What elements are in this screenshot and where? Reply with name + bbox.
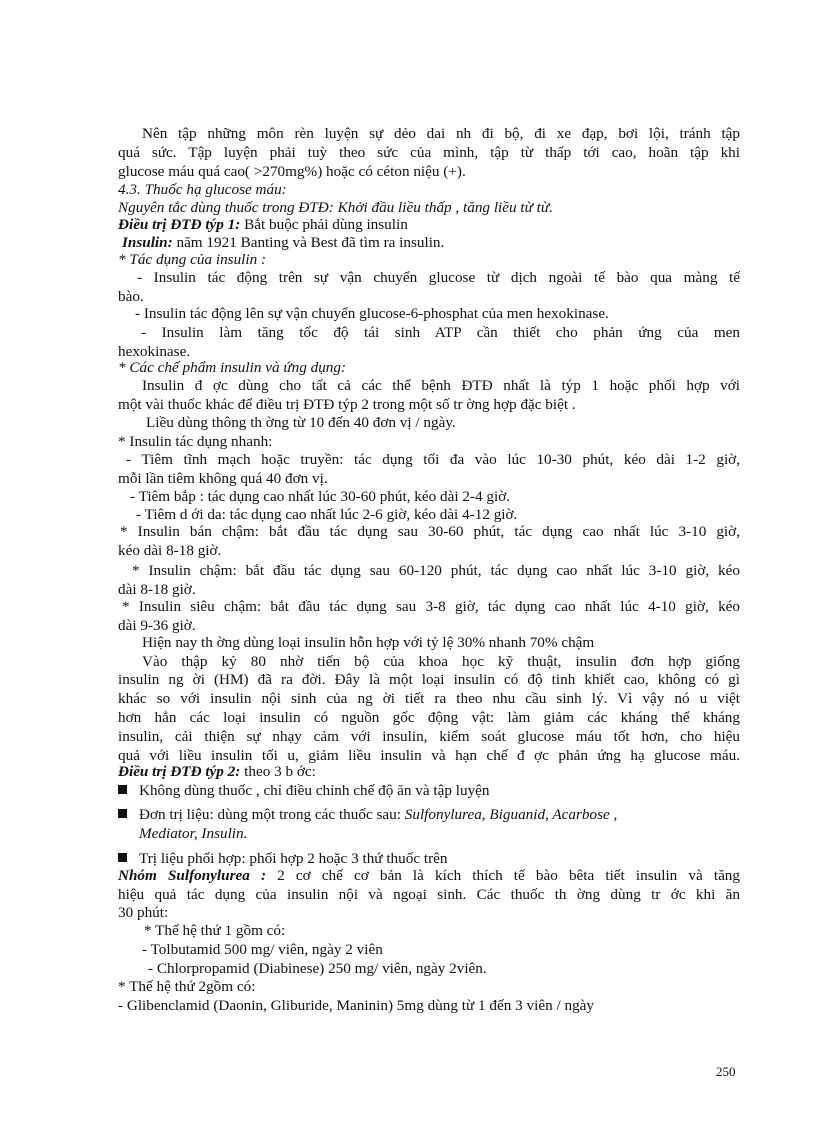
iv-injection-line-2: mỗi lần tiêm không quá 40 đơn vị. (118, 470, 328, 487)
mixed-insulin-line: Hiện nay th ờng dùng loại insulin hỗn hợp với tỷ lệ 30% nhanh 70% chậm (142, 634, 595, 651)
step-1-text: Không dùng thuốc , chỉ điều chỉnh chế độ ăn và tập luyện (139, 782, 490, 799)
type1-treatment-line (118, 215, 740, 234)
effect-3-line-2: hexokinase. (118, 343, 191, 360)
page-number: 250 (716, 1064, 736, 1079)
hm-insulin-line-1: Vào thập kỷ 80 nhờ tiến bộ của khoa học kỹ thuật, insulin đơn hợp giống (142, 653, 740, 670)
slow-insulin-line-2: dài 8-18 giờ. (118, 581, 196, 598)
square-bullet-icon (118, 853, 127, 862)
products-line-2: một vài thuốc khác để điều trị ĐTĐ týp 2 trong một số tr ờng hợp đặc biệt . (118, 396, 576, 413)
insulin-history-text: năm 1921 Banting và Best đã tìm ra insulin. (172, 234, 445, 251)
step-2-line (118, 805, 740, 824)
hm-insulin-line-6: quả với liều insulin tối u, giảm liều insulin và hạn chế đ ợc phản ứng hạ glucose máu. (118, 747, 740, 764)
hm-insulin-line-5: insulin, cải thiện sự nhạy cảm với insulin, kiểm soát glucose máu tốt hơn, cho hiệu (118, 728, 740, 745)
generation-2-heading: * Thế hệ thứ 2gồm có: (118, 978, 256, 995)
step-2-continued: Mediator, Insulin. (139, 825, 248, 842)
tolbutamid-line: - Tolbutamid 500 mg/ viên, ngày 2 viên (142, 941, 383, 958)
hm-insulin-line-4: hơn hẳn các loại insulin có nguồn gốc động vật: làm giảm các kháng thể kháng (118, 709, 740, 726)
sulfonylurea-line-2: hiệu quả tác dụng của insulin nội và ngoại sinh. Các thuốc th ờng dùng tr ớc khi ăn (118, 886, 740, 903)
square-bullet-icon (118, 809, 127, 818)
sulfonylurea-line-1 (118, 866, 740, 885)
intermediate-insulin-line-1: * Insulin bán chậm: bắt đầu tác dụng sau 30-60 phút, tác dụng cao nhất lúc 3-10 giờ, (120, 523, 740, 540)
effect-3-line-1: - Insulin làm tăng tốc độ tái sinh ATP cần thiết cho phản ứng của men (141, 324, 740, 341)
glibenclamid-line: - Glibenclamid (Daonin, Gliburide, Maninin) 5mg dùng từ 1 đến 3 viên / ngày (118, 997, 595, 1014)
insulin-products-heading: * Các chế phẩm insulin và ứng dụng: (118, 359, 347, 376)
im-injection-line: - Tiêm bắp : tác dụng cao nhất lúc 30-60 phút, kéo dài 2-4 giờ. (130, 488, 511, 505)
sulfonylurea-label: Nhóm Sulfonylurea : (118, 867, 267, 884)
chlorpropamid-line: - Chlorpropamid (Diabinese) 250 mg/ viên, ngày 2viên. (148, 960, 487, 977)
effect-1-line-1: - Insulin tác động trên sự vận chuyển glucose từ dịch ngoài tế bào qua màng tế (137, 269, 740, 286)
principle-line: Nguyên tắc dùng thuốc trong ĐTĐ: Khởi đầu liều thấp , tăng liều từ từ. (118, 199, 553, 216)
fast-acting-heading (118, 432, 740, 451)
generation-1-heading: * Thế hệ thứ 1 gồm có: (144, 922, 286, 939)
dosage-line: Liều dùng thông th ờng từ 10 đến 40 đơn vị / ngày. (146, 414, 456, 431)
subcutaneous-injection-line: - Tiêm d ới da: tác dụng cao nhất lúc 2-6 giờ, kéo dài 4-12 giờ. (136, 506, 518, 523)
intermediate-insulin-line-2: kéo dài 8-18 giờ. (118, 542, 222, 559)
sulfonylurea-text-1: 2 cơ chế cơ bản là kích thích tế bào bêta tiết insulin và tăng (266, 867, 740, 884)
ultra-slow-insulin-line-2: dài 9-36 giờ. (118, 617, 196, 634)
step-2-drug-list: Sulfonylurea, Biguanid, Acarbose , (404, 806, 618, 823)
slow-insulin-line-1: * Insulin chậm: bắt đầu tác dụng sau 60-120 phút, tác dụng cao nhất lúc 3-10 giờ, kéo (132, 562, 740, 579)
products-line-1: Insulin đ ợc dùng cho tất cả các thể bệnh ĐTĐ nhất là týp 1 hoặc phối hợp với (142, 377, 740, 394)
type2-treatment-line (118, 762, 740, 781)
effect-1-line-2: bào. (118, 288, 144, 305)
insulin-label: Insulin: (122, 234, 173, 251)
hm-insulin-line-3: khác so với insulin nội sinh của ng ời tiết ra theo nhu cầu sinh lý. Vì vậy nó u việt (118, 690, 740, 707)
section-heading-4-3: 4.3. Thuốc hạ glucose máu: (118, 181, 287, 198)
ultra-slow-insulin-line-1: * Insulin siêu chậm: bắt đầu tác dụng sau 3-8 giờ, tác dụng cao nhất lúc 4-10 giờ, kéo (122, 598, 740, 615)
fast-acting-heading-text: * Insulin tác dụng nhanh: (118, 433, 273, 450)
sulfonylurea-line-3: 30 phút: (118, 904, 169, 921)
insulin-effects-heading: * Tác dụng của insulin : (118, 251, 267, 268)
hm-insulin-line-2: insulin ng ời (HM) đã ra đời. Đây là một loại insulin có độ tinh khiết cao, không có gì (118, 671, 740, 688)
paragraph-exercise-line-1: Nên tập những môn rèn luyện sự dẻo dai nh đi bộ, đi xe đạp, bơi lội, tránh tập (142, 125, 740, 142)
step-1-line (118, 781, 740, 800)
square-bullet-icon (118, 785, 127, 794)
step-3-text: Trị liệu phối hợp: phối hợp 2 hoặc 3 thứ thuốc trên (139, 850, 448, 867)
type1-treatment-label: Điều trị ĐTĐ týp 1: (118, 216, 241, 233)
paragraph-exercise-line-2: quá sức. Tập luyện phải tuỳ theo sức của mình, tập từ thấp tới cao, hoãn tập khi (118, 144, 740, 161)
paragraph-exercise-line-3: glucose máu quá cao( >270mg%) hoặc có céton niệu (+). (118, 163, 466, 180)
step-2-text: Đơn trị liệu: dùng một trong các thuốc sau: (139, 806, 405, 823)
type1-treatment-text: Bắt buộc phải dùng insulin (240, 216, 408, 233)
type2-treatment-label: Điều trị ĐTĐ týp 2: (118, 763, 241, 780)
effect-2: - Insulin tác động lên sự vận chuyển glucose-6-phosphat của men hexokinase. (135, 305, 609, 322)
iv-injection-line-1: - Tiêm tĩnh mạch hoặc truyền: tác dụng tối đa vào lúc 10-30 phút, kéo dài 1-2 giờ, (126, 451, 740, 468)
type2-treatment-text: theo 3 b ớc: (240, 763, 316, 780)
